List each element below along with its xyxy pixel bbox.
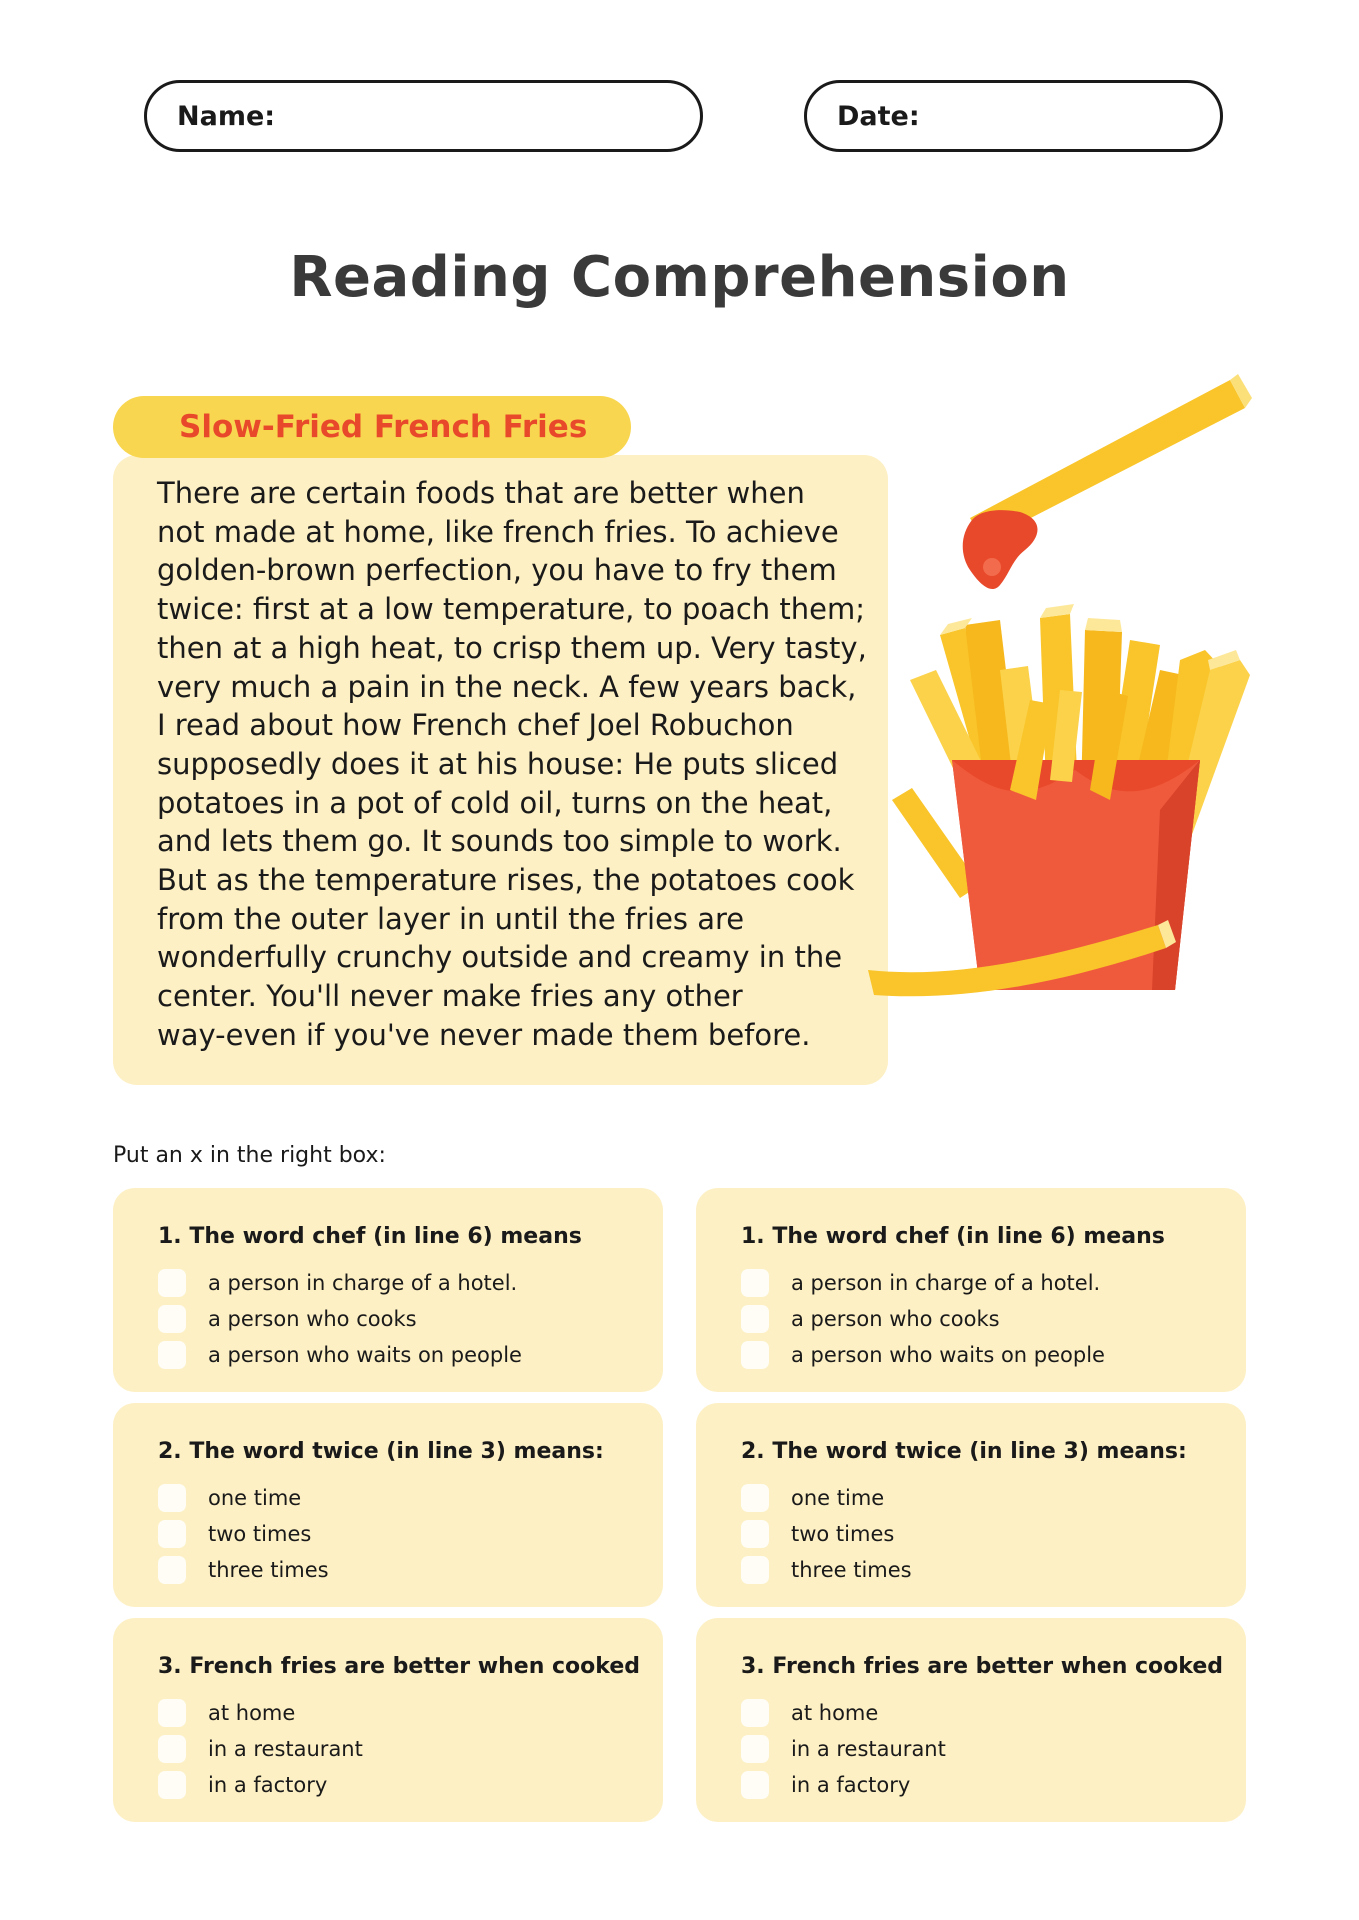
option-label: two times (208, 1522, 312, 1546)
option-row (741, 1516, 1246, 1552)
option-row (741, 1731, 1246, 1767)
option-label: in a factory (791, 1773, 911, 1797)
date-field[interactable] (804, 80, 1223, 152)
option-label: a person who cooks (208, 1307, 417, 1331)
option-row (741, 1480, 1246, 1516)
option-label: in a restaurant (791, 1737, 946, 1761)
option-label: a person who waits on people (208, 1343, 522, 1367)
name-label: Name: (177, 100, 276, 132)
answer-checkbox[interactable] (741, 1771, 769, 1799)
question-card-3b (696, 1618, 1246, 1822)
option-row (158, 1516, 663, 1552)
option-row (158, 1265, 663, 1301)
option-label: in a factory (208, 1773, 328, 1797)
option-row (741, 1337, 1246, 1373)
answer-checkbox[interactable] (741, 1735, 769, 1763)
answer-checkbox[interactable] (158, 1556, 186, 1584)
question-card-3a (113, 1618, 663, 1822)
option-label: three times (791, 1558, 912, 1582)
french-fries-illustration (860, 370, 1280, 1010)
answer-checkbox[interactable] (741, 1341, 769, 1369)
option-row (158, 1301, 663, 1337)
answer-checkbox[interactable] (158, 1520, 186, 1548)
option-row (158, 1731, 663, 1767)
option-row (158, 1695, 663, 1731)
answer-checkbox[interactable] (741, 1520, 769, 1548)
option-label: one time (791, 1486, 885, 1510)
option-label: one time (208, 1486, 302, 1510)
option-label: a person who waits on people (791, 1343, 1105, 1367)
date-label: Date: (837, 100, 920, 132)
option-label: in a restaurant (208, 1737, 363, 1761)
answer-checkbox[interactable] (741, 1699, 769, 1727)
option-label: a person who cooks (791, 1307, 1000, 1331)
answer-checkbox[interactable] (158, 1305, 186, 1333)
option-label: a person in charge of a hotel. (208, 1271, 518, 1295)
option-row (158, 1552, 663, 1588)
option-row (741, 1265, 1246, 1301)
answer-checkbox[interactable] (741, 1556, 769, 1584)
question-card-2a (113, 1403, 663, 1607)
question-title: 3. French fries are better when cooked (741, 1654, 1223, 1679)
name-field[interactable] (144, 80, 703, 152)
answer-checkbox[interactable] (158, 1771, 186, 1799)
question-card-1a (113, 1188, 663, 1392)
answer-checkbox[interactable] (741, 1269, 769, 1297)
answer-checkbox[interactable] (158, 1341, 186, 1369)
option-row (741, 1767, 1246, 1803)
option-label: a person in charge of a hotel. (791, 1271, 1101, 1295)
option-label: three times (208, 1558, 329, 1582)
option-row (158, 1767, 663, 1803)
instruction-text: Put an x in the right box: (113, 1143, 386, 1168)
fries-carton-icon (892, 604, 1250, 990)
option-row (158, 1337, 663, 1373)
dipped-fry-icon (963, 374, 1252, 589)
question-title: 1. The word chef (in line 6) means (741, 1224, 1165, 1249)
option-row (741, 1695, 1246, 1731)
answer-checkbox[interactable] (158, 1269, 186, 1297)
option-row (741, 1552, 1246, 1588)
answer-checkbox[interactable] (741, 1484, 769, 1512)
page-title: Reading Comprehension (289, 245, 1070, 310)
answer-checkbox[interactable] (158, 1484, 186, 1512)
story-heading: Slow-Fried French Fries (113, 396, 631, 458)
answer-checkbox[interactable] (158, 1735, 186, 1763)
story-text: There are certain foods that are better when not made at home, like french fries. To achieve golden-brown perfection, you have to fry them twice: first at a low temperature, to poach them; then at a high heat, to crisp them up. Very tasty, very much a pain in the neck. A few years back, I read about how French chef Joel Robuchon supposedly does it at his house: He puts sliced potatoes in a pot of cold oil, turns on the heat, and lets them go. It sounds too simple to work. But as the temperature rises, the potatoes cook from the outer layer in until the fries are wonderfully crunchy outside and creamy in the center. You'll never make fries any other way-even if you've never made them before. (157, 476, 867, 1052)
option-label: at home (791, 1701, 879, 1725)
answer-checkbox[interactable] (741, 1305, 769, 1333)
option-label: at home (208, 1701, 296, 1725)
answer-checkbox[interactable] (158, 1699, 186, 1727)
question-title: 2. The word twice (in line 3) means: (158, 1439, 604, 1464)
option-label: two times (791, 1522, 895, 1546)
question-card-2b (696, 1403, 1246, 1607)
question-title: 1. The word chef (in line 6) means (158, 1224, 582, 1249)
question-title: 3. French fries are better when cooked (158, 1654, 640, 1679)
option-row (741, 1301, 1246, 1337)
question-card-1b (696, 1188, 1246, 1392)
question-title: 2. The word twice (in line 3) means: (741, 1439, 1187, 1464)
option-row (158, 1480, 663, 1516)
